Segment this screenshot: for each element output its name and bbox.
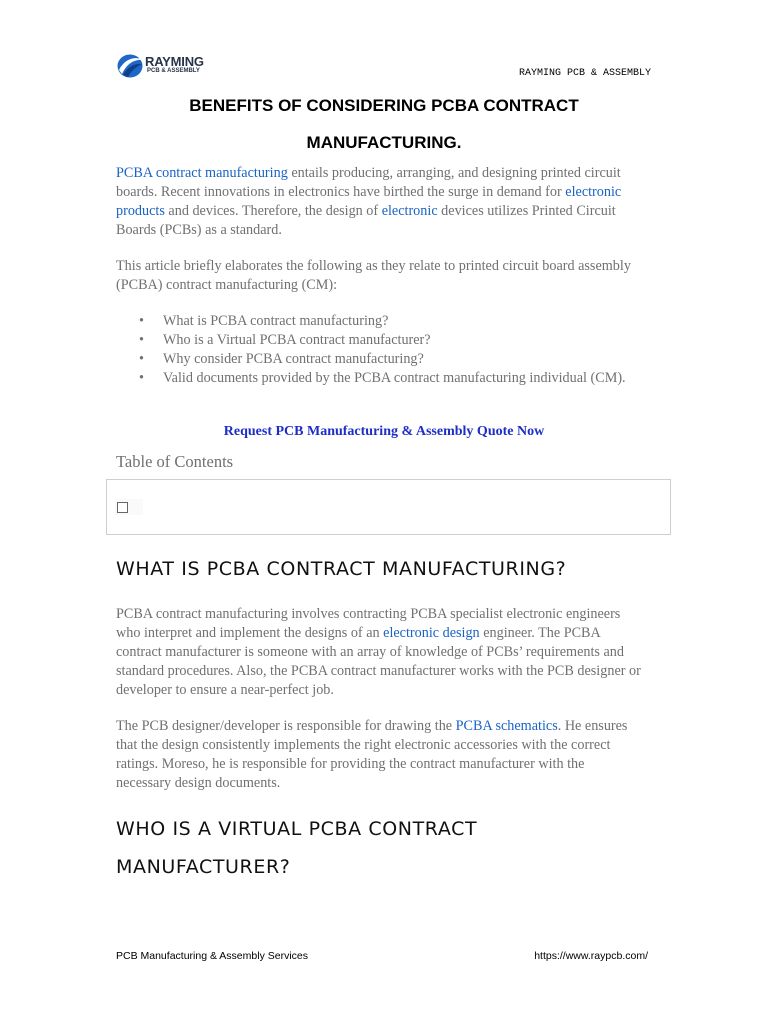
toc-toggle-checkbox[interactable]: [117, 502, 128, 513]
link-electronic-design[interactable]: electronic design: [383, 625, 480, 641]
section1-p2-text-1: The PCB designer/developer is responsible for drawing the: [116, 718, 456, 734]
footer-website-link[interactable]: https://www.raypcb.com/: [534, 950, 648, 962]
request-quote-link[interactable]: Request PCB Manufacturing & Assembly Quote Now: [223, 424, 545, 439]
section1-paragraph-1: [116, 605, 641, 700]
header-company-name: RAYMING PCB & ASSEMBLY: [518, 68, 651, 79]
intro-text-1: entails producing, arranging, and designing printed circuit boards. Recent innovations in electronics have birthed the surge in demand for: [116, 165, 621, 200]
link-pcba-contract-manufacturing[interactable]: PCBA contract manufacturing: [116, 165, 288, 181]
document-title-line-2: MANUFACTURING.: [306, 133, 462, 152]
intro-paragraph: [116, 164, 641, 240]
section-heading-what-is-pcba: WHAT IS PCBA CONTRACT MANUFACTURING?: [116, 558, 567, 580]
list-item: • Who is a Virtual PCBA contract manufacturer?: [116, 331, 641, 350]
footer-services-text: PCB Manufacturing & Assembly Services: [116, 950, 308, 962]
section-heading-virtual-manufacturer-line-2: MANUFACTURER?: [116, 856, 291, 878]
list-item: • What is PCBA contract manufacturing?: [116, 312, 641, 331]
intro-text-3: devices utilizes Printed Circuit Boards (PCBs) as a standard.: [116, 203, 616, 238]
toc-title: Table of Contents: [116, 452, 234, 471]
logo-swoosh-icon: [116, 53, 144, 79]
link-electronic-products[interactable]: electronic products: [116, 184, 622, 219]
section1-p2-text-2: . He ensures that the design consistently implements the right electronic accessories with the correct ratings. Moreso, he is responsible for providing the contract manufacturer with the necessary design documents.: [116, 718, 628, 791]
section1-paragraph-2: [116, 717, 641, 793]
company-logo: [116, 52, 216, 80]
toc-container: [106, 479, 671, 535]
link-electronic[interactable]: electronic: [381, 203, 438, 219]
topic-list: [116, 312, 641, 388]
article-summary-paragraph: This article briefly elaborates the following as they relate to printed circuit board assembly (PCBA) contract manufacturing (CM):: [116, 258, 631, 293]
section1-p1-text-2: engineer. The PCBA contract manufacturer is someone with an array of knowledge of PCBs’ requirements and standard procedures. Also, the PCBA contract manufacturer works with the PCB designer or developer to ensure a near-perfect job.: [116, 625, 641, 698]
logo-subtitle: PCB & ASSEMBLY: [147, 68, 200, 74]
document-title-line-1: BENEFITS OF CONSIDERING PCBA CONTRACT: [189, 96, 579, 115]
logo-name: RAYMING: [145, 54, 204, 69]
link-pcba-schematics[interactable]: PCBA schematics: [455, 718, 558, 734]
intro-text-2: and devices. Therefore, the design of: [164, 203, 382, 219]
list-item: • Why consider PCBA contract manufacturing?: [116, 350, 641, 369]
section-heading-virtual-manufacturer-line-1: WHO IS A VIRTUAL PCBA CONTRACT: [116, 818, 478, 840]
list-item: • Valid documents provided by the PCBA contract manufacturing individual (CM).: [116, 369, 641, 388]
section1-p1-text-1: PCBA contract manufacturing involves contracting PCBA specialist electronic engineers who interpret and implement the designs of an: [116, 606, 621, 641]
